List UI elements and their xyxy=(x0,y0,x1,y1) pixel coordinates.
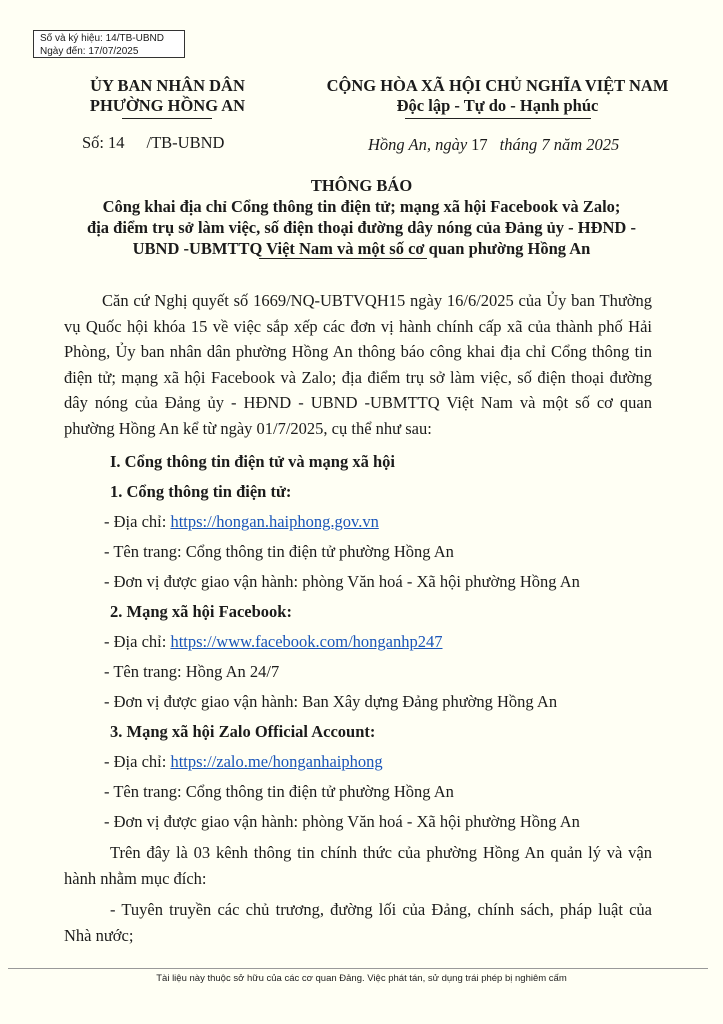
subtitle-underline xyxy=(259,258,427,259)
issuer-line-1: ỦY BAN NHÂN DÂN xyxy=(90,76,245,95)
intro-paragraph: Căn cứ Nghị quyết số 1669/NQ-UBTVQH15 ngày 16/6/2025 của Ủy ban Thường vụ Quốc hội khóa 15 về việc sắp xếp các đơn vị hành chính cấp xã của thành phố Hải Phòng, Ủy ban nhân dân phường Hồng An thông báo công khai địa chỉ Cổng thông tin điện tử; mạng xã hội Facebook và Zalo; địa điểm trụ sở làm việc, số điện thoại đường dây nóng của Đảng ủy - HĐND - UBND -UBMTTQ Việt Nam và một số cơ quan phường Hồng An kể từ ngày 01/7/2025, cụ thể như sau: xyxy=(64,291,652,438)
zalo-address-label: - Địa chỉ: xyxy=(104,752,171,771)
document-title: THÔNG BÁO xyxy=(310,176,413,195)
stamp-document-number: Số và ký hiệu: 14/TB-UBND xyxy=(40,33,164,44)
portal-address-label: - Địa chỉ: xyxy=(104,512,171,531)
portal-address xyxy=(64,507,652,537)
facebook-operator: - Đơn vị được giao vận hành: Ban Xây dựng Đảng phường Hồng An xyxy=(104,692,558,711)
portal-name: - Tên trang: Cổng thông tin điện tử phường Hồng An xyxy=(104,542,454,561)
zalo-address xyxy=(64,747,652,777)
issuer-underline xyxy=(122,118,212,119)
zalo-heading: 3. Mạng xã hội Zalo Official Account: xyxy=(110,722,376,741)
number-suffix: /TB-UBND xyxy=(146,133,225,152)
number-label: Số: xyxy=(82,133,105,152)
purpose-item-1: - Tuyên truyền các chủ trương, đường lối của Đảng, chính sách, pháp luật của Nhà nước; xyxy=(64,900,652,945)
document-subtitle xyxy=(40,196,683,259)
portal-operator: - Đơn vị được giao vận hành: phòng Văn hoá - Xã hội phường Hồng An xyxy=(104,572,580,591)
national-header xyxy=(300,76,695,116)
subtitle-line-3: UBND -UBMTTQ Việt Nam và một số cơ quan phường Hồng An xyxy=(132,239,591,258)
number-value: 14 xyxy=(108,133,125,152)
facebook-heading: 2. Mạng xã hội Facebook: xyxy=(110,602,292,621)
section-1-heading: I. Cổng thông tin điện tử và mạng xã hội xyxy=(110,452,395,471)
date-prefix: Hồng An, ngày xyxy=(368,135,468,154)
date-rest: tháng 7 năm 2025 xyxy=(499,135,620,154)
portal-heading: 1. Cổng thông tin điện tử: xyxy=(110,482,292,501)
national-motto: Độc lập - Tự do - Hạnh phúc xyxy=(396,96,599,115)
zalo-name: - Tên trang: Cổng thông tin điện tử phường Hồng An xyxy=(104,782,454,801)
portal-link[interactable]: https://hongan.haiphong.gov.vn xyxy=(170,512,379,531)
subtitle-line-1: Công khai địa chỉ Cổng thông tin điện tử; mạng xã hội Facebook và Zalo; xyxy=(102,197,621,216)
zalo-operator: - Đơn vị được giao vận hành: phòng Văn hoá - Xã hội phường Hồng An xyxy=(104,812,580,831)
facebook-address-label: - Địa chỉ: xyxy=(104,632,171,651)
date-day: 17 xyxy=(471,135,488,154)
summary-paragraph: Trên đây là 03 kênh thông tin chính thức của phường Hồng An quản lý và vận hành nhằm mục đích: xyxy=(64,843,652,888)
subtitle-line-2: địa điểm trụ sở làm việc, số điện thoại đường dây nóng của Đảng ủy - HĐND - xyxy=(87,218,636,237)
receipt-stamp xyxy=(33,30,185,58)
facebook-name: - Tên trang: Hồng An 24/7 xyxy=(104,662,280,681)
document-date xyxy=(368,135,619,155)
document-number xyxy=(82,133,224,153)
footer-notice: Tài liệu này thuộc sở hữu của các cơ quan Đảng. Việc phát tán, sử dụng trái phép bị nghiêm cấm xyxy=(156,973,567,984)
motto-underline xyxy=(405,118,591,119)
facebook-link[interactable]: https://www.facebook.com/honganhp247 xyxy=(170,632,443,651)
national-title: CỘNG HÒA XÃ HỘI CHỦ NGHĨA VIỆT NAM xyxy=(326,76,669,95)
zalo-link[interactable]: https://zalo.me/honganhaiphong xyxy=(170,752,383,771)
facebook-address xyxy=(64,627,652,657)
issuer-line-2: PHƯỜNG HỒNG AN xyxy=(89,96,246,115)
issuer-header xyxy=(60,76,275,116)
footer-divider xyxy=(8,968,708,969)
stamp-arrival-date: Ngày đến: 17/07/2025 xyxy=(40,46,139,57)
document-body xyxy=(64,288,652,948)
